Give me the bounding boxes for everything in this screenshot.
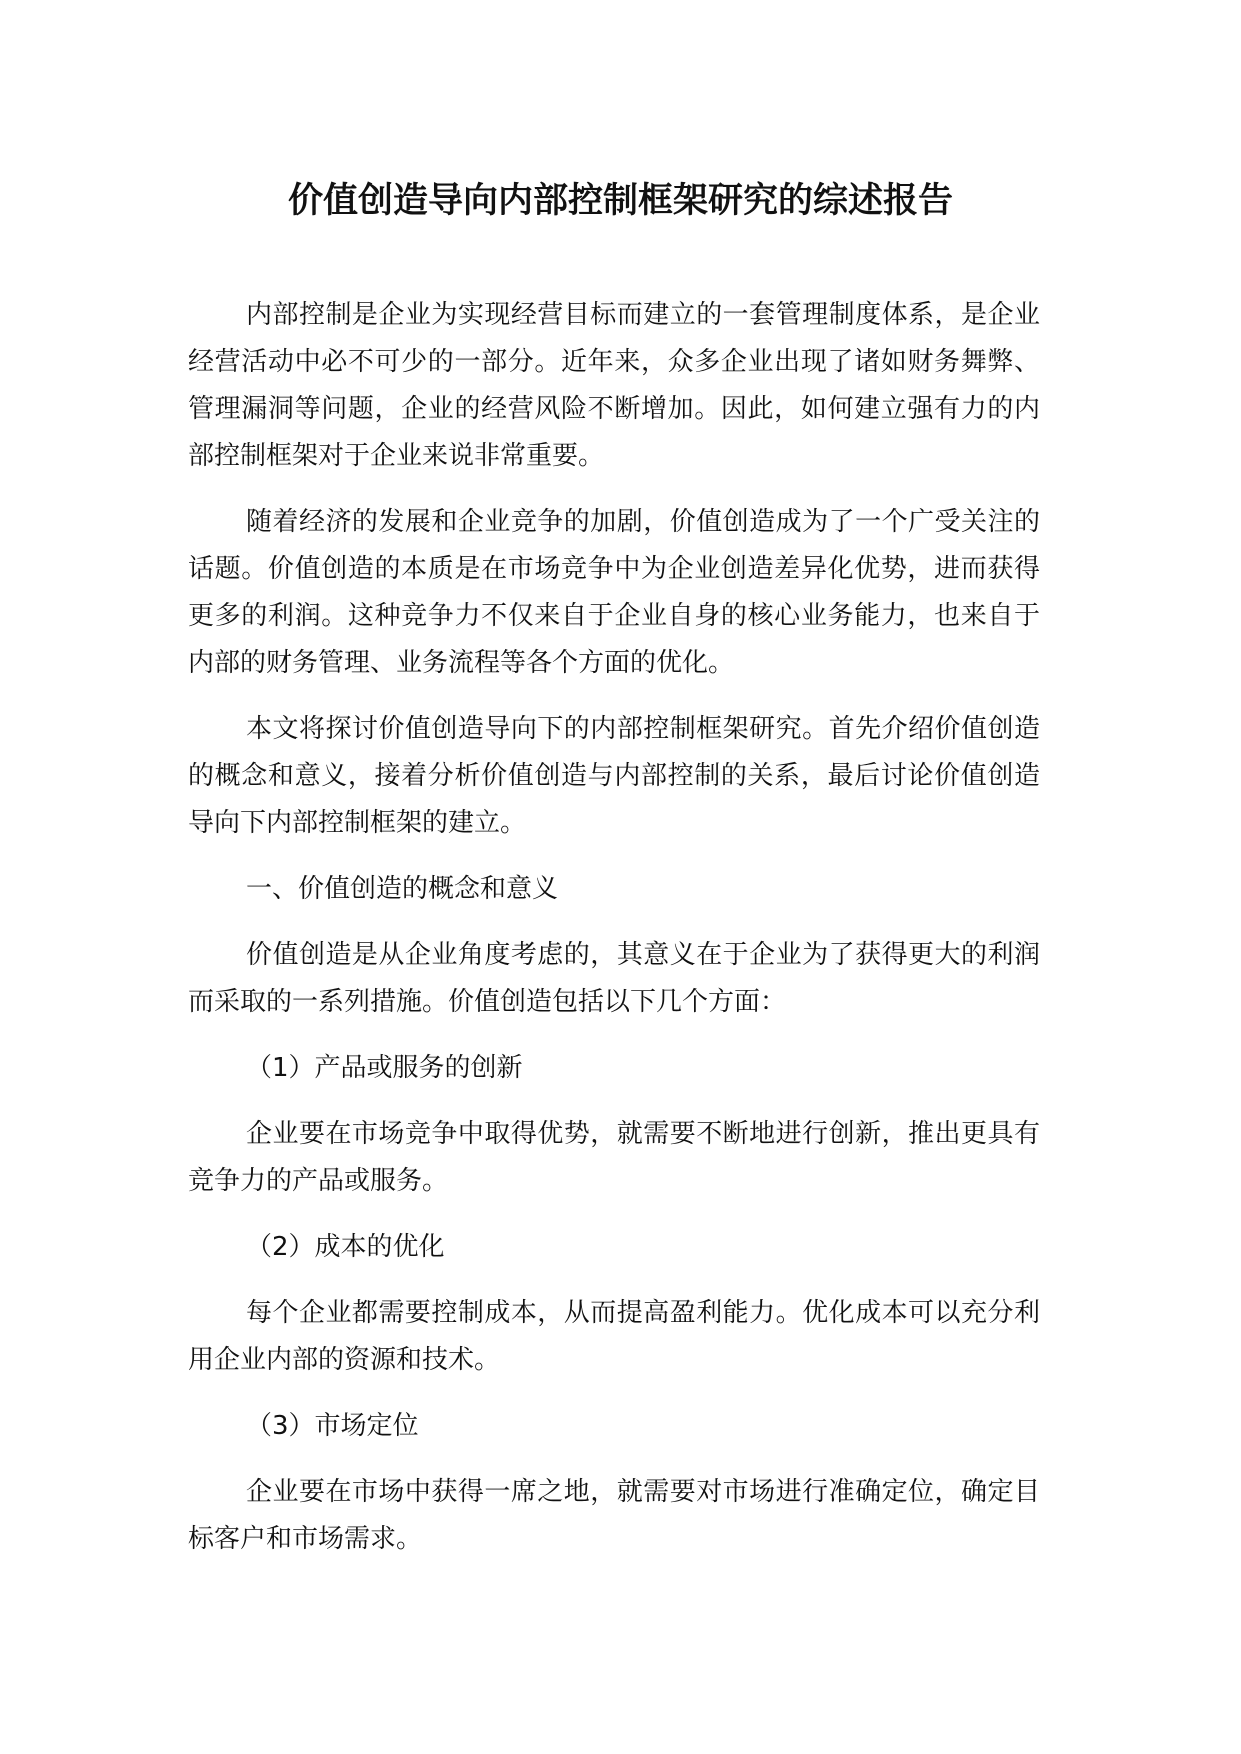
paragraph-market: 企业要在市场中获得一席之地，就需要对市场进行准确定位，确定目标客户和市场需求。 xyxy=(188,1477,1040,1554)
paragraph-definition: 价值创造是从企业角度考虑的，其意义在于企业为了获得更大的利润而采取的一系列措施。价值创造包括以下几个方面： xyxy=(188,940,1040,1017)
paragraph-background: 随着经济的发展和企业竞争的加剧，价值创造成为了一个广受关注的话题。价值创造的本质是在市场竞争中为企业创造差异化优势，进而获得更多的利润。这种竞争力不仅来自于企业自身的核心业务能力，也来自于内部的财务管理、业务流程等各个方面的优化。 xyxy=(188,507,1040,678)
document-body xyxy=(188,292,1040,1582)
document-title: 价值创造导向内部控制框架研究的综述报告 xyxy=(287,181,953,221)
subheading-3: （3）市场定位 xyxy=(246,1411,419,1441)
subheading-2: （2）成本的优化 xyxy=(246,1232,445,1262)
paragraph-intro: 内部控制是企业为实现经营目标而建立的一套管理制度体系，是企业经营活动中必不可少的一部分。近年来，众多企业出现了诸如财务舞弊、管理漏洞等问题，企业的经营风险不断增加。因此，如何建立强有力的内部控制框架对于企业来说非常重要。 xyxy=(188,300,1040,471)
paragraph-cost: 每个企业都需要控制成本，从而提高盈利能力。优化成本可以充分利用企业内部的资源和技术。 xyxy=(188,1298,1040,1375)
subheading-1: （1）产品或服务的创新 xyxy=(246,1053,523,1083)
paragraph-innovation: 企业要在市场竞争中取得优势，就需要不断地进行创新，推出更具有竞争力的产品或服务。 xyxy=(188,1119,1040,1196)
paragraph-outline: 本文将探讨价值创造导向下的内部控制框架研究。首先介绍价值创造的概念和意义，接着分析价值创造与内部控制的关系，最后讨论价值创造导向下内部控制框架的建立。 xyxy=(188,714,1040,838)
section-heading-1: 一、价值创造的概念和意义 xyxy=(246,874,559,904)
